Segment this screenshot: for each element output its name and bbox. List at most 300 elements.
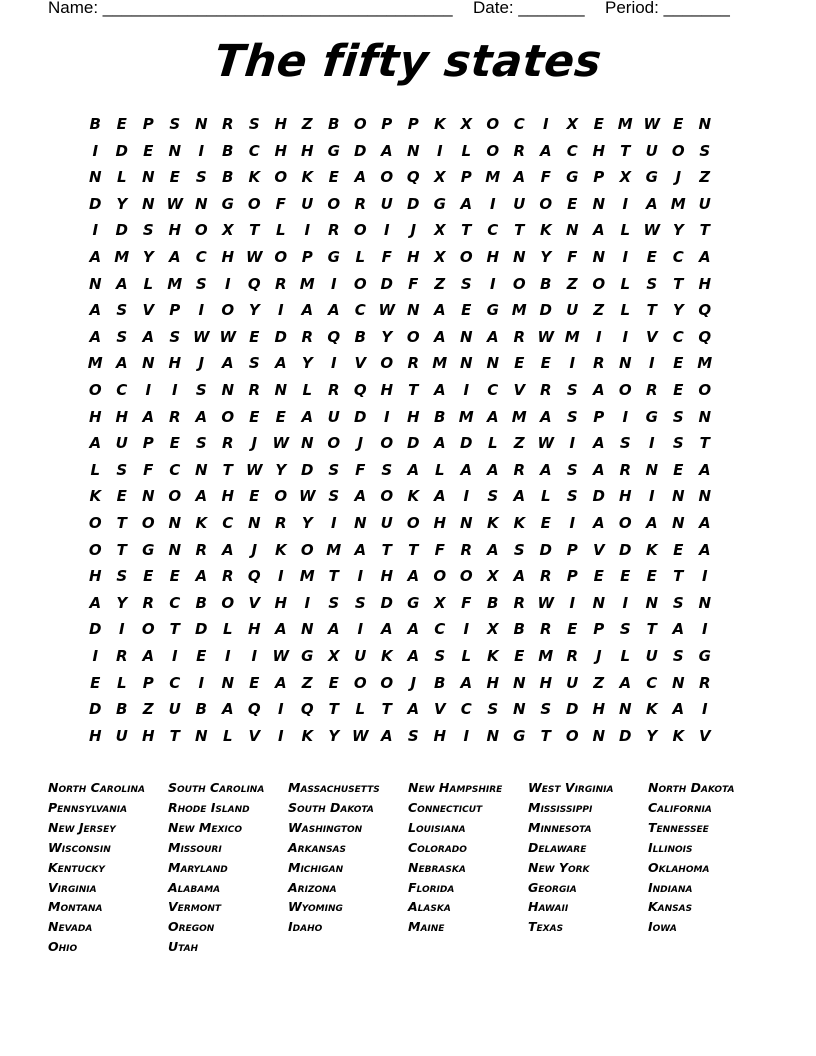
grid-letter: N bbox=[512, 248, 526, 266]
grid-letter: N bbox=[274, 381, 288, 399]
grid-letter: H bbox=[88, 407, 102, 426]
grid-letter: Y bbox=[328, 726, 340, 745]
word-bank-item: Minnesota bbox=[528, 819, 592, 835]
grid-letter: A bbox=[460, 460, 473, 479]
grid-letter: A bbox=[407, 620, 420, 639]
grid-letter: Y bbox=[116, 194, 128, 213]
grid-row bbox=[82, 405, 742, 432]
word-bank-item: Montana bbox=[48, 899, 103, 915]
grid-letter: E bbox=[673, 354, 684, 373]
grid-letter: D bbox=[354, 407, 367, 426]
grid-letter: O bbox=[247, 194, 261, 213]
grid-letter: Y bbox=[248, 301, 260, 320]
grid-letter: N bbox=[406, 301, 420, 320]
grid-letter: Q bbox=[247, 567, 261, 586]
grid-letter: T bbox=[169, 620, 180, 639]
grid-letter: T bbox=[169, 726, 180, 745]
grid-letter: P bbox=[301, 248, 313, 266]
grid-letter: R bbox=[168, 407, 181, 426]
grid-letter: A bbox=[380, 141, 393, 160]
grid-letter: D bbox=[354, 141, 367, 160]
grid-letter: Q bbox=[247, 274, 261, 293]
grid-letter: S bbox=[328, 460, 340, 479]
grid-letter: A bbox=[592, 460, 605, 479]
grid-letter: V bbox=[433, 700, 446, 719]
grid-letter: G bbox=[645, 168, 658, 187]
grid-letter: I bbox=[569, 593, 576, 612]
word-bank-item: California bbox=[648, 799, 712, 815]
grid-letter: O bbox=[406, 327, 420, 346]
grid-letter: X bbox=[221, 221, 234, 240]
grid-letter: H bbox=[592, 700, 606, 719]
grid-letter: N bbox=[512, 673, 526, 692]
grid-letter: R bbox=[539, 567, 552, 586]
grid-letter: R bbox=[539, 620, 552, 639]
grid-letter: I bbox=[383, 221, 390, 240]
grid-letter: U bbox=[566, 301, 579, 320]
grid-letter: I bbox=[330, 354, 337, 373]
grid-letter: S bbox=[513, 540, 525, 559]
grid-letter: E bbox=[169, 434, 180, 453]
grid-letter: T bbox=[222, 460, 233, 479]
grid-letter: L bbox=[222, 726, 233, 745]
grid-letter: R bbox=[221, 434, 234, 453]
grid-letter: N bbox=[88, 274, 102, 293]
grid-letter: D bbox=[274, 327, 287, 346]
word-bank-item: Illinois bbox=[648, 839, 693, 855]
grid-letter: R bbox=[513, 141, 526, 160]
grid-letter: M bbox=[564, 327, 580, 346]
grid-row bbox=[82, 431, 742, 458]
grid-letter: T bbox=[381, 700, 392, 719]
grid-letter: A bbox=[672, 700, 685, 719]
grid-letter: P bbox=[169, 301, 181, 320]
grid-letter: N bbox=[141, 354, 155, 373]
grid-letter: E bbox=[540, 514, 551, 532]
grid-letter: A bbox=[645, 194, 658, 213]
grid-letter: D bbox=[539, 301, 552, 320]
grid-letter: N bbox=[618, 354, 632, 373]
grid-letter: N bbox=[698, 115, 712, 133]
grid-letter: N bbox=[698, 487, 712, 506]
grid-letter: A bbox=[592, 381, 605, 399]
grid-letter: L bbox=[461, 647, 472, 665]
grid-letter: N bbox=[671, 673, 685, 692]
grid-letter: E bbox=[249, 327, 260, 346]
word-bank-item: Arizona bbox=[288, 879, 337, 895]
grid-letter: A bbox=[168, 248, 181, 266]
grid-letter: X bbox=[327, 647, 340, 665]
grid-letter: J bbox=[675, 168, 682, 187]
grid-letter: B bbox=[222, 168, 234, 187]
grid-letter: X bbox=[460, 115, 473, 133]
grid-letter: U bbox=[115, 726, 128, 745]
grid-letter: S bbox=[116, 327, 128, 346]
grid-letter: J bbox=[595, 647, 602, 665]
grid-letter: D bbox=[592, 487, 605, 506]
grid-row bbox=[82, 245, 742, 272]
grid-letter: E bbox=[514, 354, 525, 373]
grid-letter: W bbox=[192, 327, 210, 346]
grid-letter: N bbox=[168, 514, 182, 532]
grid-letter: I bbox=[489, 194, 496, 213]
grid-letter: S bbox=[195, 274, 207, 293]
grid-row bbox=[82, 218, 742, 245]
grid-letter: K bbox=[248, 168, 261, 187]
grid-letter: O bbox=[353, 115, 367, 133]
grid-letter: H bbox=[274, 593, 288, 612]
word-bank-item: Missouri bbox=[168, 839, 222, 855]
grid-letter: H bbox=[380, 381, 394, 399]
grid-letter: I bbox=[304, 221, 311, 240]
grid-letter: A bbox=[460, 673, 473, 692]
grid-row bbox=[82, 671, 742, 698]
grid-letter: U bbox=[513, 194, 526, 213]
word-bank-item: Iowa bbox=[648, 919, 677, 935]
grid-letter: I bbox=[463, 381, 470, 399]
grid-row bbox=[82, 112, 742, 139]
grid-letter: I bbox=[92, 221, 99, 240]
grid-letter: N bbox=[645, 593, 659, 612]
grid-letter: B bbox=[195, 593, 207, 612]
grid-letter: Y bbox=[116, 593, 128, 612]
grid-letter: I bbox=[542, 115, 549, 133]
grid-letter: C bbox=[434, 620, 446, 639]
grid-letter: B bbox=[540, 274, 552, 293]
grid-letter: C bbox=[672, 327, 684, 346]
grid-letter: F bbox=[143, 460, 154, 479]
grid-letter: R bbox=[619, 460, 632, 479]
word-bank-item: Georgia bbox=[528, 879, 577, 895]
grid-letter: P bbox=[593, 168, 605, 187]
grid-letter: R bbox=[513, 593, 526, 612]
grid-letter: E bbox=[593, 115, 604, 133]
grid-letter: Z bbox=[142, 700, 154, 719]
grid-letter: O bbox=[698, 381, 712, 399]
grid-letter: E bbox=[646, 567, 657, 586]
word-bank-item: Louisiana bbox=[408, 819, 466, 835]
grid-letter: O bbox=[168, 487, 182, 506]
grid-letter: I bbox=[198, 673, 205, 692]
grid-letter: A bbox=[89, 248, 102, 266]
grid-letter: I bbox=[463, 726, 470, 745]
grid-letter: S bbox=[566, 407, 578, 426]
grid-letter: T bbox=[514, 221, 525, 240]
grid-letter: J bbox=[251, 540, 258, 559]
date-field: Date: _______ bbox=[473, 0, 585, 17]
grid-letter: T bbox=[673, 567, 684, 586]
grid-row bbox=[82, 351, 742, 378]
grid-letter: L bbox=[222, 620, 233, 639]
grid-letter: N bbox=[512, 700, 526, 719]
grid-letter: S bbox=[248, 115, 260, 133]
grid-letter: E bbox=[673, 540, 684, 559]
grid-letter: L bbox=[620, 301, 631, 320]
grid-letter: O bbox=[274, 487, 288, 506]
grid-row bbox=[82, 325, 742, 352]
grid-letter: H bbox=[486, 248, 500, 266]
grid-letter: O bbox=[618, 381, 632, 399]
grid-letter: I bbox=[357, 567, 364, 586]
grid-letter: W bbox=[537, 327, 555, 346]
grid-row bbox=[82, 165, 742, 192]
grid-letter: L bbox=[355, 248, 366, 266]
grid-letter: B bbox=[487, 593, 499, 612]
grid-letter: K bbox=[89, 487, 102, 506]
grid-row bbox=[82, 724, 742, 751]
grid-letter: S bbox=[328, 487, 340, 506]
grid-letter: M bbox=[299, 567, 315, 586]
grid-letter: O bbox=[512, 274, 526, 293]
grid-letter: N bbox=[459, 354, 473, 373]
grid-letter: I bbox=[463, 620, 470, 639]
grid-letter: E bbox=[169, 168, 180, 187]
grid-letter: O bbox=[406, 514, 420, 532]
grid-letter: E bbox=[116, 487, 127, 506]
grid-letter: O bbox=[380, 673, 394, 692]
grid-letter: A bbox=[698, 248, 711, 266]
grid-letter: A bbox=[327, 620, 340, 639]
grid-letter: Q bbox=[353, 381, 367, 399]
grid-letter: N bbox=[565, 221, 579, 240]
word-bank-item: Nevada bbox=[48, 919, 93, 935]
grid-letter: M bbox=[617, 115, 633, 133]
grid-letter: T bbox=[116, 540, 127, 559]
grid-letter: K bbox=[274, 540, 287, 559]
grid-letter: N bbox=[168, 540, 182, 559]
grid-letter: A bbox=[486, 327, 499, 346]
grid-letter: M bbox=[299, 274, 315, 293]
grid-letter: A bbox=[301, 301, 314, 320]
grid-letter: C bbox=[169, 460, 181, 479]
grid-letter: N bbox=[592, 726, 606, 745]
grid-letter: M bbox=[458, 407, 474, 426]
grid-letter: Y bbox=[142, 248, 154, 266]
word-bank-item: Maryland bbox=[168, 859, 228, 875]
grid-letter: J bbox=[357, 434, 364, 453]
grid-letter: S bbox=[328, 593, 340, 612]
grid-letter: I bbox=[595, 327, 602, 346]
grid-letter: D bbox=[380, 593, 393, 612]
grid-letter: O bbox=[141, 514, 155, 532]
grid-letter: O bbox=[88, 514, 102, 532]
word-bank-item: Alaska bbox=[408, 899, 451, 915]
grid-letter: T bbox=[328, 567, 339, 586]
grid-letter: I bbox=[622, 407, 629, 426]
word-bank-item: Connecticut bbox=[408, 799, 483, 815]
grid-letter: A bbox=[407, 647, 420, 665]
grid-letter: E bbox=[249, 487, 260, 506]
grid-row bbox=[82, 378, 742, 405]
grid-letter: A bbox=[274, 620, 287, 639]
grid-letter: A bbox=[539, 407, 552, 426]
grid-letter: I bbox=[304, 593, 311, 612]
grid-letter: A bbox=[327, 301, 340, 320]
grid-letter: R bbox=[301, 327, 314, 346]
grid-letter: C bbox=[646, 673, 658, 692]
grid-letter: C bbox=[169, 593, 181, 612]
word-bank-item: Maine bbox=[408, 919, 445, 935]
grid-letter: O bbox=[221, 407, 235, 426]
grid-letter: N bbox=[459, 327, 473, 346]
grid-letter: H bbox=[698, 274, 712, 293]
grid-letter: H bbox=[141, 726, 155, 745]
grid-letter: A bbox=[407, 567, 420, 586]
grid-letter: H bbox=[539, 673, 553, 692]
grid-letter: G bbox=[486, 301, 499, 320]
grid-letter: P bbox=[566, 540, 578, 559]
grid-letter: C bbox=[169, 673, 181, 692]
word-bank-item: Texas bbox=[528, 919, 564, 935]
grid-letter: I bbox=[622, 593, 629, 612]
grid-letter: E bbox=[673, 381, 684, 399]
grid-letter: N bbox=[141, 487, 155, 506]
grid-letter: Q bbox=[300, 700, 314, 719]
grid-letter: F bbox=[275, 194, 286, 213]
grid-letter: G bbox=[327, 248, 340, 266]
grid-row bbox=[82, 697, 742, 724]
word-bank-item: Tennessee bbox=[648, 819, 709, 835]
grid-letter: H bbox=[300, 141, 314, 160]
grid-letter: M bbox=[511, 407, 527, 426]
grid-letter: R bbox=[248, 381, 261, 399]
grid-letter: J bbox=[410, 673, 417, 692]
grid-letter: I bbox=[622, 194, 629, 213]
grid-letter: I bbox=[569, 354, 576, 373]
grid-letter: O bbox=[380, 354, 394, 373]
grid-letter: T bbox=[699, 434, 710, 453]
grid-letter: M bbox=[511, 301, 527, 320]
grid-letter: H bbox=[433, 726, 447, 745]
grid-letter: Z bbox=[593, 673, 605, 692]
grid-letter: O bbox=[618, 514, 632, 532]
grid-letter: S bbox=[407, 726, 419, 745]
grid-letter: B bbox=[513, 620, 525, 639]
grid-letter: A bbox=[698, 514, 711, 532]
period-field: Period: _______ bbox=[605, 0, 730, 17]
grid-letter: A bbox=[221, 354, 234, 373]
grid-row bbox=[82, 484, 742, 511]
grid-letter: A bbox=[274, 673, 287, 692]
grid-letter: I bbox=[198, 301, 205, 320]
grid-letter: R bbox=[142, 593, 155, 612]
grid-letter: R bbox=[221, 115, 234, 133]
grid-letter: A bbox=[486, 460, 499, 479]
word-bank-item: Wisconsin bbox=[48, 839, 111, 855]
name-field: Name: _____________________________________ bbox=[48, 0, 453, 17]
grid-letter: S bbox=[540, 700, 552, 719]
grid-letter: O bbox=[459, 567, 473, 586]
grid-letter: O bbox=[88, 381, 102, 399]
grid-letter: N bbox=[141, 194, 155, 213]
grid-letter: C bbox=[487, 221, 499, 240]
grid-letter: U bbox=[380, 194, 393, 213]
grid-letter: A bbox=[142, 647, 155, 665]
grid-letter: E bbox=[593, 567, 604, 586]
grid-letter: H bbox=[247, 620, 261, 639]
grid-letter: A bbox=[142, 407, 155, 426]
grid-letter: F bbox=[381, 248, 392, 266]
word-bank-item: Virginia bbox=[48, 879, 97, 895]
grid-letter: N bbox=[698, 407, 712, 426]
grid-letter: S bbox=[672, 434, 684, 453]
grid-letter: E bbox=[275, 407, 286, 426]
grid-letter: N bbox=[353, 514, 367, 532]
grid-letter: T bbox=[408, 540, 419, 559]
grid-letter: E bbox=[620, 567, 631, 586]
grid-letter: M bbox=[538, 647, 554, 665]
grid-letter: S bbox=[619, 620, 631, 639]
grid-letter: Y bbox=[301, 354, 313, 373]
grid-letter: I bbox=[436, 141, 443, 160]
grid-letter: L bbox=[487, 434, 498, 453]
grid-letter: X bbox=[433, 593, 446, 612]
grid-letter: O bbox=[194, 221, 208, 240]
grid-letter: N bbox=[645, 460, 659, 479]
grid-letter: S bbox=[169, 327, 181, 346]
grid-letter: O bbox=[592, 274, 606, 293]
grid-letter: R bbox=[407, 354, 420, 373]
grid-letter: K bbox=[433, 115, 446, 133]
grid-letter: H bbox=[221, 248, 235, 266]
grid-letter: H bbox=[380, 567, 394, 586]
grid-letter: Z bbox=[434, 274, 446, 293]
word-bank-item: New Jersey bbox=[48, 819, 116, 835]
grid-letter: J bbox=[198, 354, 205, 373]
grid-row bbox=[82, 617, 742, 644]
grid-letter: I bbox=[118, 620, 125, 639]
grid-letter: N bbox=[406, 141, 420, 160]
grid-letter: I bbox=[701, 567, 708, 586]
grid-letter: Z bbox=[301, 673, 313, 692]
grid-letter: O bbox=[327, 434, 341, 453]
grid-letter: K bbox=[645, 540, 658, 559]
grid-letter: D bbox=[566, 700, 579, 719]
word-bank-item: Idaho bbox=[288, 919, 323, 935]
grid-letter: I bbox=[277, 567, 284, 586]
grid-letter: S bbox=[672, 647, 684, 665]
grid-letter: I bbox=[489, 274, 496, 293]
grid-letter: S bbox=[116, 301, 128, 320]
grid-letter: E bbox=[143, 567, 154, 586]
grid-letter: A bbox=[142, 327, 155, 346]
grid-letter: W bbox=[272, 434, 290, 453]
grid-letter: D bbox=[195, 620, 208, 639]
grid-letter: O bbox=[274, 168, 288, 187]
grid-letter: G bbox=[327, 141, 340, 160]
grid-letter: S bbox=[434, 647, 446, 665]
grid-letter: A bbox=[486, 407, 499, 426]
grid-letter: Z bbox=[513, 434, 525, 453]
grid-letter: R bbox=[566, 647, 579, 665]
grid-letter: I bbox=[357, 620, 364, 639]
grid-letter: S bbox=[566, 381, 578, 399]
grid-letter: C bbox=[222, 514, 234, 532]
grid-letter: I bbox=[648, 434, 655, 453]
grid-letter: D bbox=[115, 141, 128, 160]
grid-letter: A bbox=[89, 301, 102, 320]
word-bank-item: Ohio bbox=[48, 939, 78, 955]
grid-letter: R bbox=[460, 540, 473, 559]
grid-letter: A bbox=[672, 620, 685, 639]
grid-letter: A bbox=[513, 567, 526, 586]
grid-letter: C bbox=[513, 115, 525, 133]
grid-letter: G bbox=[407, 593, 420, 612]
grid-letter: B bbox=[195, 700, 207, 719]
grid-letter: W bbox=[245, 248, 263, 266]
grid-letter: F bbox=[355, 460, 366, 479]
grid-letter: Z bbox=[593, 301, 605, 320]
